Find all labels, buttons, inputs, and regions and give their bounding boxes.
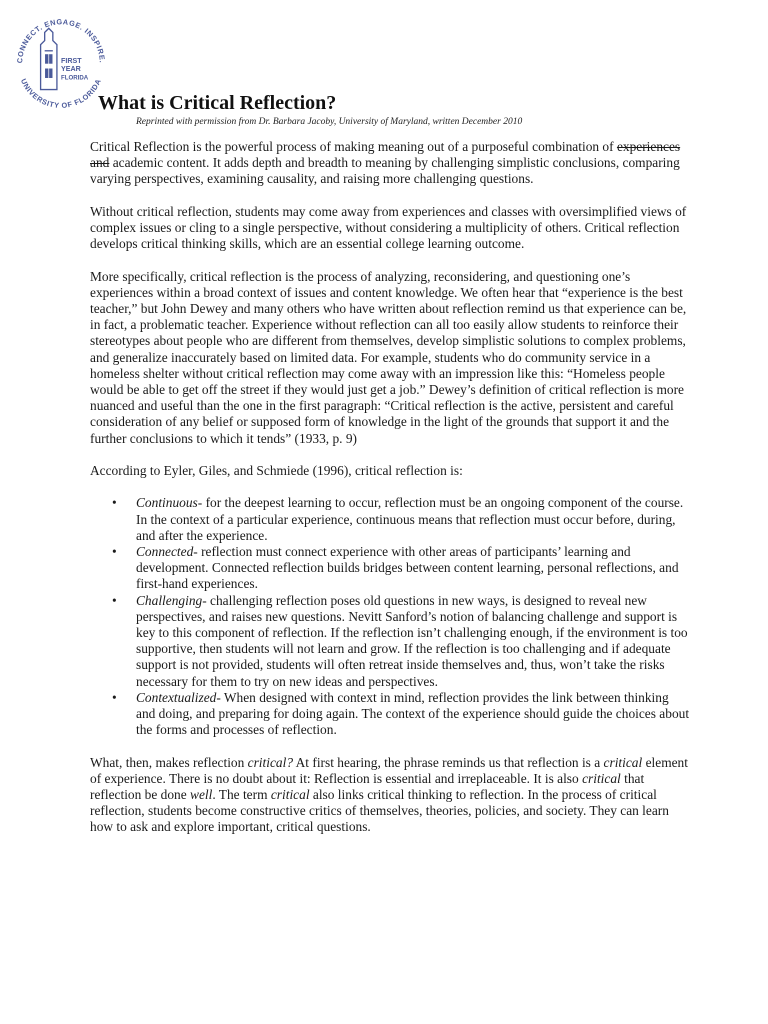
- paragraph-4: According to Eyler, Giles, and Schmiede (1996), critical reflection is:: [90, 463, 463, 479]
- criteria-term: Connected: [136, 544, 194, 560]
- tower-icon: [41, 28, 57, 89]
- closing-text: also links critical thinking to reflection. In the process of critical reflection, students become constructive critics of themselves, theories, policies, and society. They can learn how to ask and explore important, critical questions.: [90, 787, 669, 835]
- closing-emphasis: critical: [270, 787, 310, 803]
- bullet: •: [112, 689, 117, 705]
- intro-rest: academic content. It adds depth and breadth to meaning by challenging simplistic conclusions, comparing varying perspectives, examining causality, and raising more challenging questions.: [90, 155, 680, 187]
- closing-emphasis: critical: [582, 770, 621, 786]
- criteria-item-continuous: [112, 495, 690, 544]
- seal-line-year: YEAR: [61, 65, 81, 74]
- closing-text: element of experience. There is no doubt about it: Reflection is essential and irreplaceable. It is also: [90, 754, 688, 786]
- criteria-text: - reflection must connect experience with other areas of participants’ learning and development. Connected reflection builds bridges between content learning, personal reflections, and first-hand experiences.: [136, 544, 679, 592]
- paragraph-2: Without critical reflection, students may come away from experiences and classes with oversimplified views of complex issues or cling to a single perspective, without considering a multiplicity of others. Critical reflection develops critical thinking skills, which are an essential college learning outcome.: [90, 203, 687, 252]
- criteria-text: - challenging reflection poses old questions in new ways, is designed to reveal new perspectives, and raises new questions. Nevitt Sanford’s notion of balancing challenge and support is key to this component of reflection. If the reflection isn’t challenging enough, if the environment is too supportive, then students will not learn and grow. If the reflection is too challenging and if adequate support is not provided, students will often retreat inside themselves and, thus, won’t take the risks necessary for them to try on new ideas and perspectives.: [136, 592, 688, 689]
- closing-text: What, then, makes reflection: [90, 754, 248, 770]
- criteria-item-contextualized: [112, 689, 690, 739]
- seal-line-florida: FLORIDA: [61, 74, 89, 82]
- closing-text: that reflection be done: [90, 770, 645, 803]
- bullet: •: [112, 592, 117, 608]
- closing-text: At first hearing, the phrase reminds us that reflection is a: [293, 754, 604, 770]
- criteria-item-connected: [112, 544, 690, 593]
- seal-arc-bottom-text: UNIVERSITY OF FLORIDA: [18, 77, 104, 111]
- criteria-item-challenging: [112, 592, 690, 690]
- bullet: •: [112, 544, 117, 560]
- closing-emphasis: critical?: [247, 754, 294, 770]
- article-body: [90, 139, 690, 852]
- closing-emphasis: critical: [603, 754, 643, 770]
- first-year-florida-seal: [10, 10, 112, 112]
- closing-paragraph: [90, 755, 690, 836]
- reprint-credit: Reprinted with permission from Dr. Barbara Jacoby, University of Maryland, written December 2010: [136, 117, 523, 127]
- seal-line-first: FIRST: [61, 57, 82, 66]
- criteria-term: Contextualized: [136, 689, 217, 705]
- seal-arc-top-text: CONNECT. ENGAGE. INSPIRE.: [15, 17, 107, 64]
- closing-text: . The term: [212, 787, 271, 803]
- criteria-term: Challenging: [136, 592, 203, 608]
- criteria-list: [90, 495, 690, 738]
- criteria-text: - When designed with context in mind, reflection provides the link between thinking and doing, and preparing for doing again. The context of the experience should guide the choices about the forms and processes of reflection.: [136, 689, 690, 738]
- intro-lead: Critical Reflection is the powerful process of making meaning out of a purposeful combination of: [90, 139, 617, 154]
- paragraph-3: More specifically, critical reflection is the process of analyzing, reconsidering, and questioning one’s experiences within a broad context of issues and content knowledge. We often hear that “experience is the best teacher,” but John Dewey and many others who have written about reflection remind us that experience can be, in fact, a problematic teacher. Experience without reflection can all too easily allow students to reinforce their stereotypes about people who are different from themselves, develop simplistic solutions to complex problems, and generalize inaccurately based on limited data. For example, students who do community service in a homeless shelter without critical reflection may come away with an impression like this: “Homeless people would be able to get off the street if they would just get a job.” Dewey’s definition of critical reflection is more nuanced and useful than the one in the first paragraph: “Critical reflection is the active, persistent and careful consideration of any belief or supposed form of knowledge in the light of the grounds that support it and the further conclusions to which it tends” (1933, p. 9): [90, 268, 687, 446]
- closing-emphasis: well: [190, 787, 213, 803]
- criteria-text: - for the deepest learning to occur, reflection must be an ongoing component of the course. In the context of a particular experience, continuous means that reflection must occur before, during, and after the experience.: [136, 495, 684, 543]
- criteria-term: Continuous: [136, 495, 198, 511]
- intro-paragraph: [90, 139, 690, 188]
- page-title: What is Critical Reflection?: [98, 92, 337, 114]
- bullet: •: [112, 495, 117, 511]
- intro-struck-text: experiences and: [90, 139, 681, 171]
